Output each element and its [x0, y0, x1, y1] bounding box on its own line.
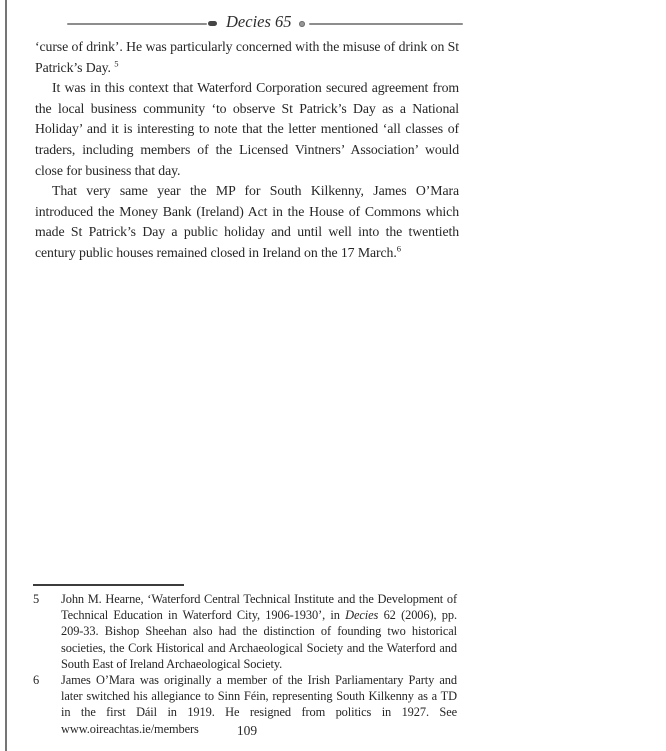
header-ornament-dot-icon: [299, 21, 305, 27]
paragraph: That very same year the MP for South Kilkenny, James O’Mara introduced the Money Bank (Ireland) Act in the House of Commons which made St Patrick’s Day a public holiday and until well into the twentieth century public houses remained closed in Ireland on the 17 March.$^6$: [35, 183, 459, 260]
footnote: [33, 591, 457, 672]
scan-edge-artifact: [5, 0, 7, 751]
body-text: [35, 37, 459, 264]
footnote-number: 5: [33, 592, 40, 606]
footnote-number: 6: [33, 673, 40, 688]
footnotes: [33, 591, 457, 737]
page-number: 109: [236, 723, 258, 738]
footnote-text: John M. Hearne, ‘Waterford Central Technical Institute and the Development of Technical Education in Waterford City, 1906-1930’, in Decies 62 (2006), pp. 209-33. Bishop Sheehan also had the distinction of founding two historical societies, the Cork Historical and Archaeological Society and the Waterford and South East of Ireland Archaeological Society.: [61, 592, 457, 671]
footnote-ref: 6: [396, 243, 401, 254]
journal-title: Decies 65: [226, 12, 292, 32]
page-header: [67, 14, 463, 33]
footnote-separator: [33, 584, 184, 586]
header-ornament-square-icon: [208, 21, 217, 26]
footnote-ref: 5: [114, 58, 119, 68]
paragraph: It was in this context that Waterford Corporation secured agreement from the local business community ‘to observe St Patrick’s Day as a National Holiday’ and it is interesting to note that the letter mentioned ‘all classes of traders, including members of the Licensed Vintners’ Association’ would close for business that day.: [35, 80, 459, 178]
paragraph: ‘curse of drink’. He was particularly concerned with the misuse of drink on St Patrick’s Day. $^5$: [35, 39, 459, 75]
header-rule-right: [309, 23, 463, 25]
header-rule-left: [67, 23, 207, 25]
footnote-text: James O’Mara was originally a member of the Irish Parliamentary Party and later switched his allegiance to Sinn Féin, representing South Kilkenny as a TD in the first Dáil in 1919. He resigned from politics in 1927. See www.oireachtas.ie/members: [61, 673, 457, 736]
